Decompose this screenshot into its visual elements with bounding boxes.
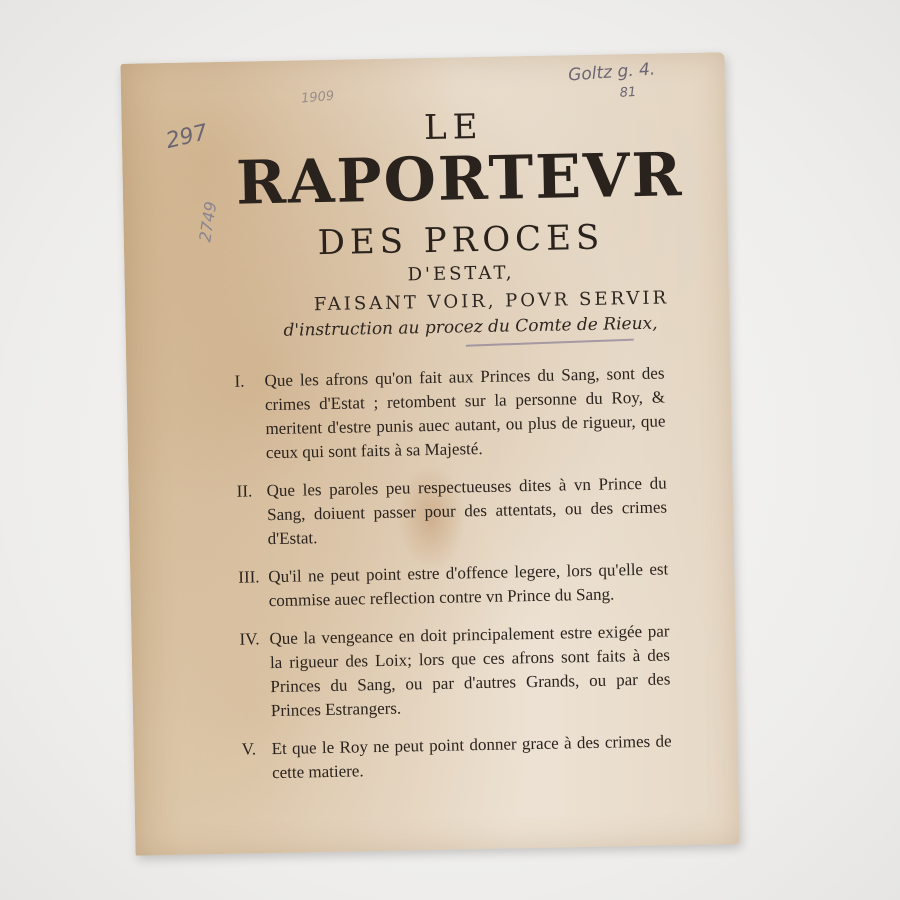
subtitle-block [205,285,670,344]
article-item [239,619,671,723]
article-number: IV. [239,629,260,649]
title-line-destat: D'ESTAT, [407,262,515,286]
article-number: I. [234,371,245,391]
subtitle-line-2: d'instruction au procez du Comte de Rieux, [283,313,658,341]
article-number: V. [241,739,257,759]
handwritten-number-left: 297 [163,120,211,155]
title-block [121,102,728,294]
pen-underline [466,339,634,347]
title-line-le: LE [423,106,484,149]
article-item [238,557,669,613]
title-line-raporteur: RAPORTEVR [235,140,685,219]
article-number: III. [238,567,260,587]
article-text: Que les afrons qu'on fait aux Princes du Sang, sont des crimes d'Estat ; retombent sur la personne du Roy, & meritent d'estre punis auec autant, ou plus de rigueur, que ceux qui sont faits à sa Majesté. [264,363,666,463]
articles-list [234,361,672,799]
handwritten-number-top: 1909 [300,88,335,107]
article-text: Qu'il ne peut point estre d'offence legere, lors qu'elle est commise auec reflection contre vn Prince du Sang. [268,559,669,611]
handwritten-shelfmark-sub: 81 [619,84,637,101]
article-item [234,361,666,465]
article-item [241,729,672,785]
subtitle-line-1: FAISANT VOIR, POVR SERVIR [313,287,670,316]
title-line-des-proces: DES PROCES [317,217,605,264]
article-number: II. [236,481,253,501]
article-text: Et que le Roy ne peut point donner grace à des crimes de cette matiere. [271,731,672,783]
article-text: Que la vengeance en doit principalement estre exigée par la rigueur des Loix; lors que ces afrons sont faits à des Princes du Sang, ou par d'autres Grands, ou par des Princes Estrangers. [269,621,671,721]
handwritten-number-vertical: 2749 [195,200,221,244]
pamphlet-page [120,52,739,855]
handwritten-shelfmark-main: Goltz g. 4. [567,59,656,86]
article-item [236,471,667,551]
article-text: Que les paroles peu respectueuses dites à vn Prince du Sang, doiuent passer pour des attentats, ou des crimes d'Estat. [266,473,668,549]
handwritten-shelfmark [568,59,658,105]
